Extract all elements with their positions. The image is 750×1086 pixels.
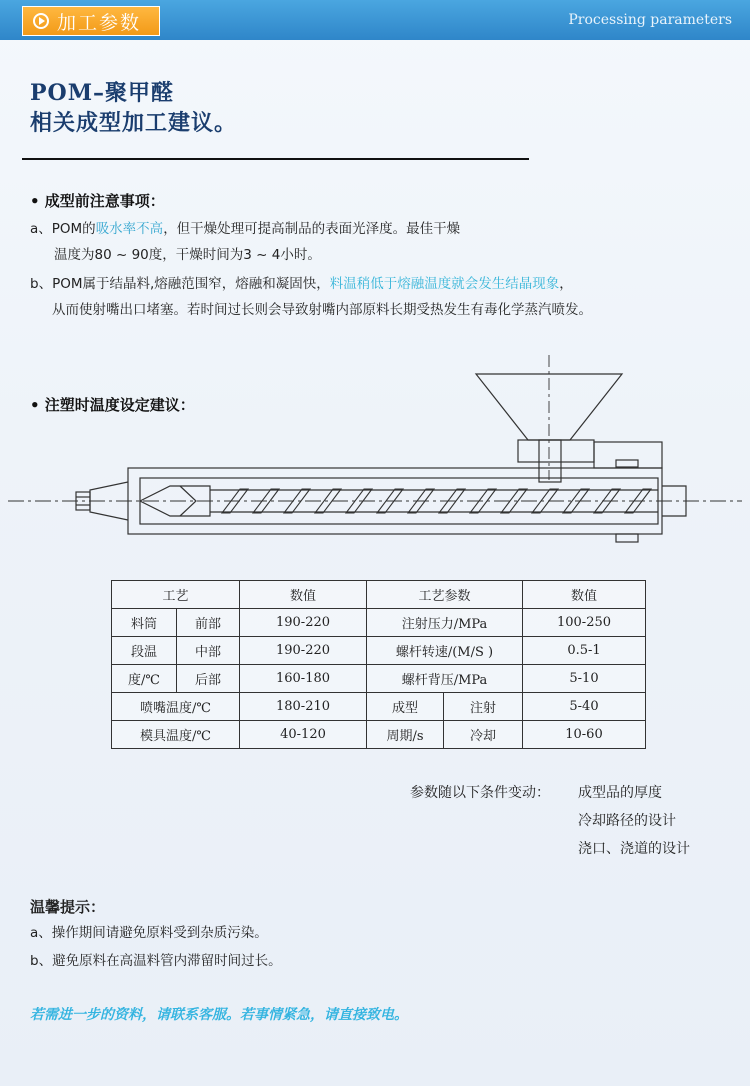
cooling-label: 冷却 xyxy=(444,721,523,749)
pre-molding-a-line2: 温度为80 ~ 90度，干燥时间为3 ~ 4小时。 xyxy=(54,247,321,263)
back-pressure-label: 螺杆背压/MPa xyxy=(367,665,523,693)
header-value-2: 数值 xyxy=(523,581,646,609)
table-row xyxy=(112,721,646,749)
table-row xyxy=(112,693,646,721)
pre-molding-b-line2: 从而使射嘴出口堵塞。若时间过长则会导致射嘴内部原料长期受热发生有毒化学蒸汽喷发。 xyxy=(52,302,592,318)
pre-molding-a-suffix: ，但干燥处理可提高制品的表面光泽度。最佳干燥 xyxy=(163,221,461,237)
front-label: 前部 xyxy=(177,609,240,637)
barrel-label-3: 度/℃ xyxy=(112,665,177,693)
pre-molding-b-prefix: b、POM属于结晶料,熔融范围窄，熔融和凝固快， xyxy=(30,276,330,292)
pre-molding-heading: • 成型前注意事项： xyxy=(30,192,165,210)
cycle-label-1: 成型 xyxy=(367,693,444,721)
title-line-1: POM–聚甲醛 xyxy=(30,80,175,106)
tip-b: b、避免原料在高温料管内滞留时间过长。 xyxy=(30,953,282,969)
pre-molding-a-prefix: a、POM的 xyxy=(30,221,96,237)
nozzle-value: 180-210 xyxy=(240,693,367,721)
play-circle-icon xyxy=(33,13,49,29)
table-row xyxy=(112,665,646,693)
table-row xyxy=(112,609,646,637)
inj-pressure-value: 100-250 xyxy=(523,609,646,637)
title-line-2: 相关成型加工建议。 xyxy=(30,110,238,136)
screw-speed-value: 0.5-1 xyxy=(523,637,646,665)
header-param: 工艺参数 xyxy=(367,581,523,609)
footer-contact-note: 若需进一步的资料，请联系客服。若事情紧急，请直接致电。 xyxy=(30,1007,408,1023)
cycle-label-2: 周期/s xyxy=(367,721,444,749)
header-subtitle: Processing parameters xyxy=(568,12,732,28)
pre-molding-b-suffix: ， xyxy=(559,276,573,292)
rear-value: 160-180 xyxy=(240,665,367,693)
inj-pressure-label: 注射压力/MPa xyxy=(367,609,523,637)
header-process: 工艺 xyxy=(112,581,240,609)
pre-molding-b xyxy=(30,271,573,297)
header-tab xyxy=(22,6,160,36)
screw-speed-label: 螺杆转速/(M/S ) xyxy=(367,637,523,665)
middle-label: 中部 xyxy=(177,637,240,665)
mold-value: 40-120 xyxy=(240,721,367,749)
pre-molding-a xyxy=(30,216,460,242)
top-bolt xyxy=(616,460,638,467)
top-plate xyxy=(594,442,662,468)
nozzle-label: 喷嘴温度/℃ xyxy=(112,693,240,721)
table-row xyxy=(112,581,646,609)
header-title: 加工参数 xyxy=(57,11,142,34)
temperature-heading: • 注塑时温度设定建议： xyxy=(30,396,195,414)
injection-machine-diagram xyxy=(0,350,750,560)
tips-heading: 温馨提示： xyxy=(30,898,106,916)
parameter-table xyxy=(111,580,646,749)
pre-molding-a-highlight: 吸水率不高 xyxy=(95,221,164,237)
table-row xyxy=(112,637,646,665)
title-divider xyxy=(22,158,529,160)
front-value: 190-220 xyxy=(240,609,367,637)
hopper-throat xyxy=(518,440,594,462)
page-title xyxy=(30,78,237,138)
back-pressure-value: 5-10 xyxy=(523,665,646,693)
hopper-feed xyxy=(539,440,561,482)
condition-item-2: 冷却路径的设计 xyxy=(578,813,676,829)
barrel-label-2: 段温 xyxy=(112,637,177,665)
tip-a: a、操作期间请避免原料受到杂质污染。 xyxy=(30,925,268,941)
mold-label: 模具温度/℃ xyxy=(112,721,240,749)
condition-item-3: 浇口、浇道的设计 xyxy=(578,841,690,857)
injection-value: 5-40 xyxy=(523,693,646,721)
condition-item-1: 成型品的厚度 xyxy=(578,785,662,801)
middle-value: 190-220 xyxy=(240,637,367,665)
header-value: 数值 xyxy=(240,581,367,609)
bottom-bolt xyxy=(616,534,638,542)
injection-label: 注射 xyxy=(444,693,523,721)
rear-label: 后部 xyxy=(177,665,240,693)
conditions-label: 参数随以下条件变动： xyxy=(410,785,550,801)
cooling-value: 10-60 xyxy=(523,721,646,749)
barrel-label-1: 料筒 xyxy=(112,609,177,637)
pre-molding-b-highlight: 料温稍低于熔融温度就会发生结晶现象 xyxy=(329,276,560,292)
header-bar xyxy=(0,0,750,40)
